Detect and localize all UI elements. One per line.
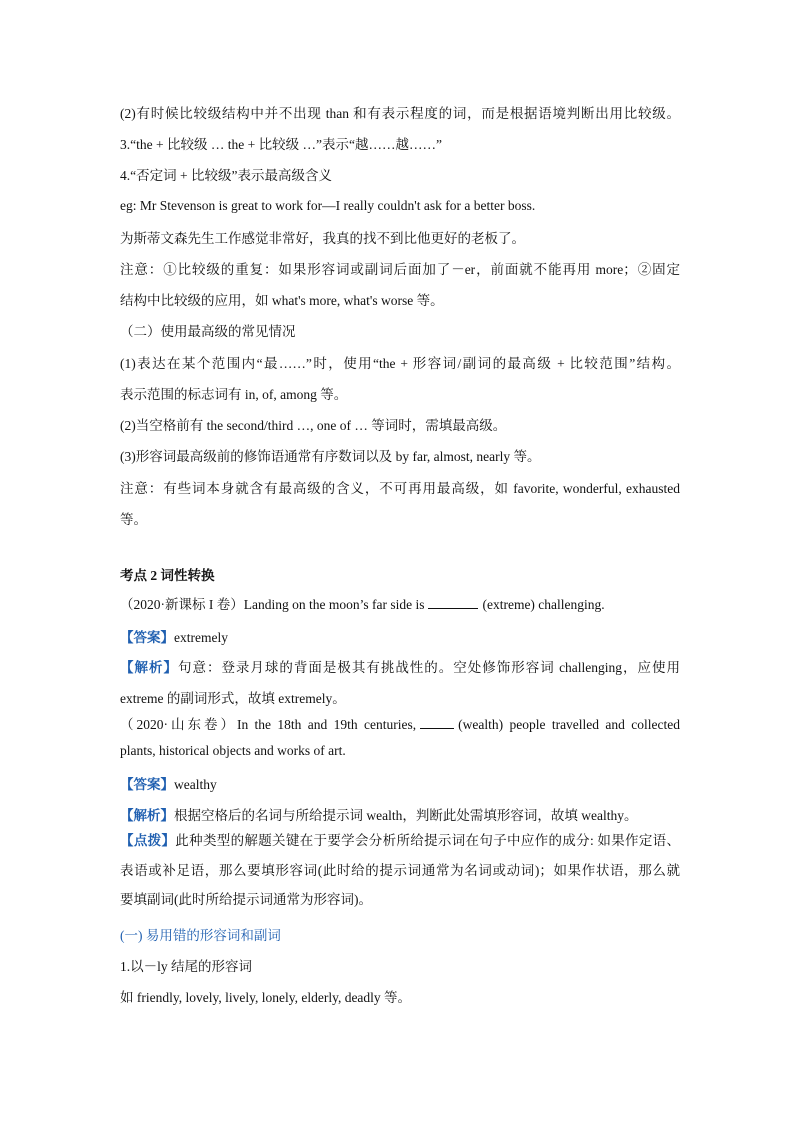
text-line: 如 friendly, lovely, lively, lonely, elderly, deadly 等。 <box>120 990 412 1005</box>
analysis-tag: 【解析】 <box>120 808 174 823</box>
question-line: plants, historical objects and works of art. <box>120 743 346 758</box>
text-line: (1)表达在某个范围内“最……”时，使用“the + 形容词/副词的最高级 + 比较范围”结构。 <box>120 356 680 371</box>
text-line: 等。 <box>120 512 147 527</box>
analysis-line <box>120 659 680 677</box>
text-line: 3.“the + 比较级 … the + 比较级 …”表示“越……越……” <box>120 137 442 152</box>
text-line: 4.“否定词 + 比较级”表示最高级含义 <box>120 168 332 183</box>
answer-value: extremely <box>174 630 228 645</box>
text-line: 1.以－ly 结尾的形容词 <box>120 959 253 974</box>
tip-line: 要填副词(此时所给提示词通常为形容词)。 <box>120 892 372 907</box>
analysis-text: 根据空格后的名词与所给提示词 wealth，判断此处需填形容词，故填 wealthy。 <box>174 808 638 823</box>
question-text: （2020·新课标 I 卷）Landing on the moon’s far side is <box>120 597 425 612</box>
tip-tag: 【点拨】 <box>120 833 176 848</box>
answer-value: wealthy <box>174 777 217 792</box>
answer-blank <box>420 716 454 729</box>
answer-blank <box>428 596 478 609</box>
note-line: 注意：有些词本身就含有最高级的含义，不可再用最高级，如 favorite, wonderful, exhausted <box>120 481 680 496</box>
section-title: 考点 2 词性转换 <box>120 568 215 583</box>
answer-tag: 【答案】 <box>120 777 174 792</box>
tip-line <box>120 832 680 850</box>
tip-text: 此种类型的解题关键在于要学会分析所给提示词在句子中应作的成分: 如果作定语、 <box>175 833 681 848</box>
example-sentence: eg: Mr Stevenson is great to work for—I really couldn't ask for a better boss. <box>120 198 536 213</box>
analysis-tag: 【解析】 <box>120 660 178 675</box>
text-line: (2)当空格前有 the second/third …, one of … 等词时，需填最高级。 <box>120 418 507 433</box>
answer-line <box>120 776 680 794</box>
subsection-heading: (一) 易用错的形容词和副词 <box>120 928 281 943</box>
text-line: (2)有时候比较级结构中并不出现 than 和有表示程度的词，而是根据语境判断出用比较级。 <box>120 106 680 121</box>
translation-line: 为斯蒂文森先生工作感觉非常好，我真的找不到比他更好的老板了。 <box>120 231 525 246</box>
question-1 <box>120 596 680 614</box>
analysis-line <box>120 807 680 825</box>
text-line: (3)形容词最高级前的修饰语通常有序数词以及 by far, almost, nearly 等。 <box>120 449 541 464</box>
question-text: (wealth) people travelled and collected <box>458 717 680 732</box>
analysis-text: 句意：登录月球的背面是极其有挑战性的。空处修饰形容词 challenging，应使用 <box>177 660 681 675</box>
analysis-line: extreme 的副词形式，故填 extremely。 <box>120 691 346 706</box>
question-text: (extreme) challenging. <box>482 597 605 612</box>
answer-tag: 【答案】 <box>120 630 174 645</box>
note-line: 结构中比较级的应用，如 what's more, what's worse 等。 <box>120 293 444 308</box>
note-line: 注意：①比较级的重复：如果形容词或副词后面加了－er，前面就不能再用 more；②固定 <box>120 262 680 277</box>
question-2 <box>120 716 680 734</box>
question-text: （2020·山东卷）In the 18th and 19th centuries, <box>120 717 417 732</box>
subsection-heading: （二）使用最高级的常见情况 <box>120 324 296 339</box>
answer-line <box>120 629 680 647</box>
text-line: 表示范围的标志词有 in, of, among 等。 <box>120 387 348 402</box>
tip-line: 表语或补足语，那么要填形容词(此时给的提示词通常为名词或动词)；如果作状语，那么就 <box>120 863 680 878</box>
